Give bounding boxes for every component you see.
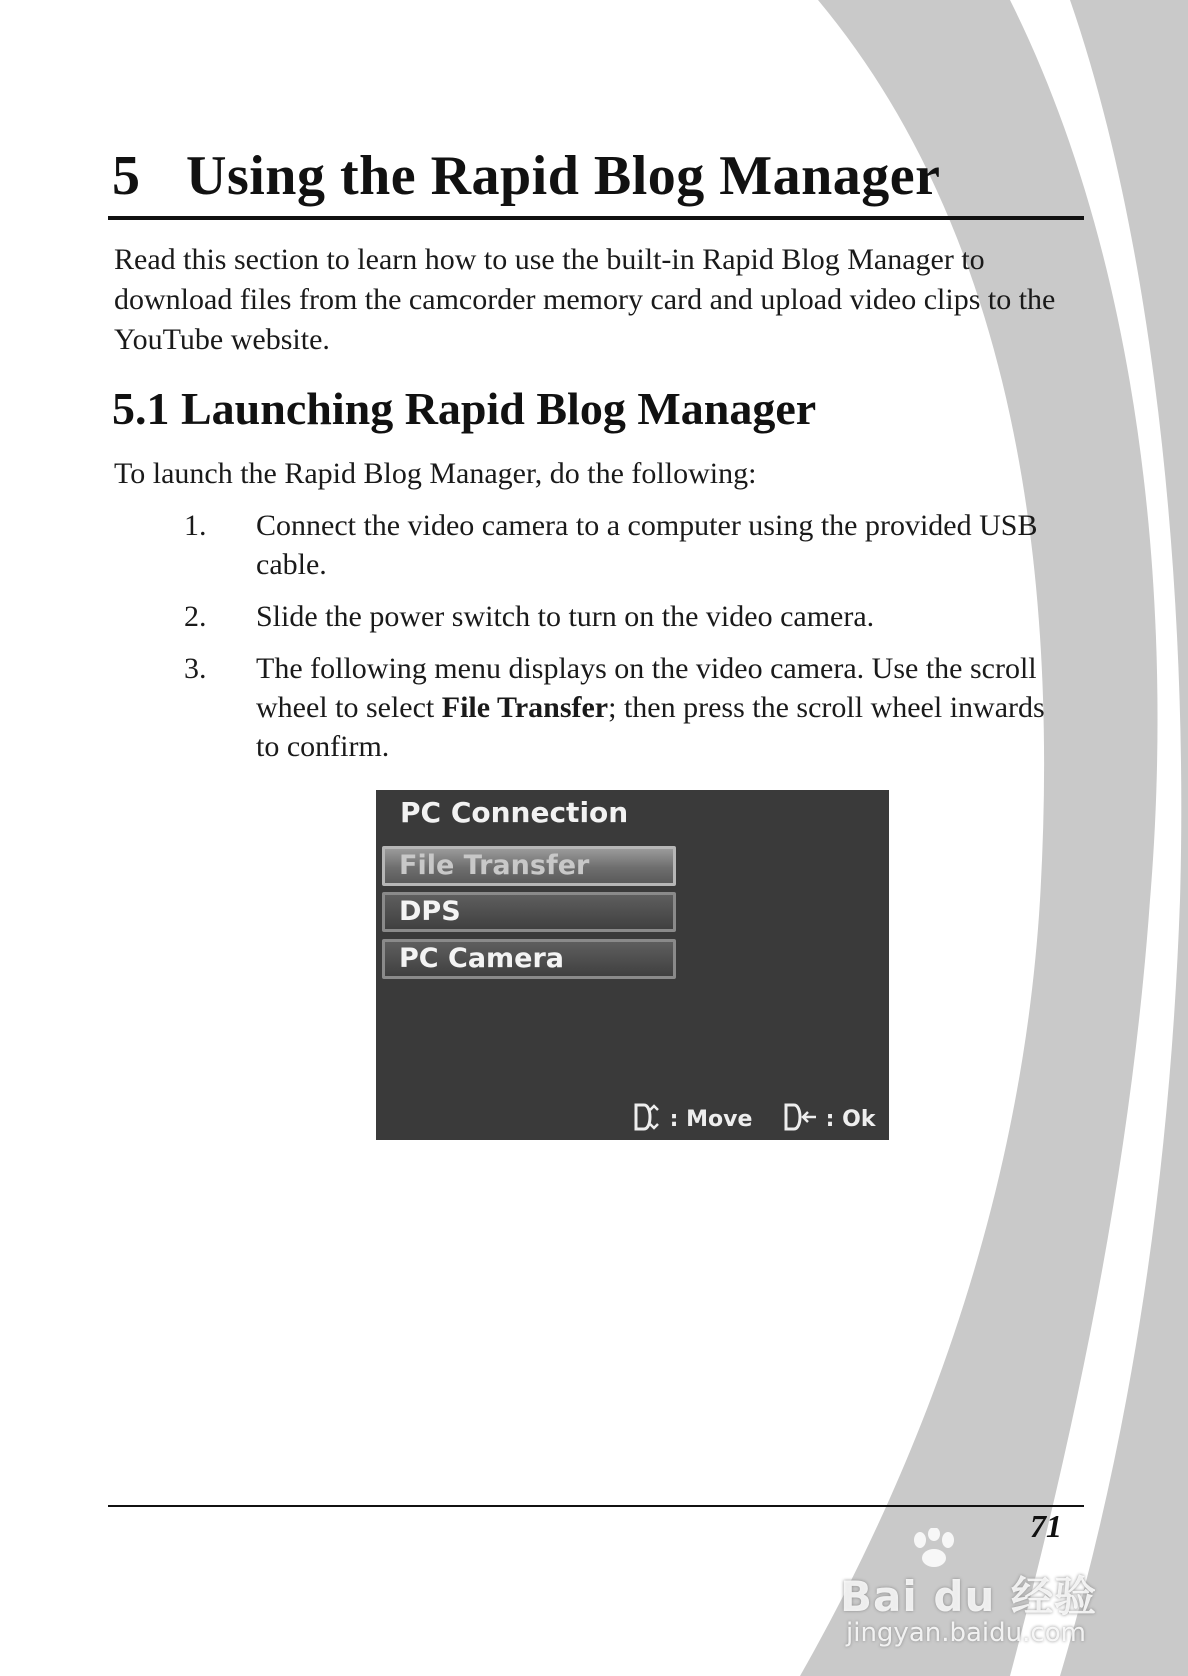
steps-list xyxy=(184,506,1064,779)
step-item xyxy=(184,649,1064,766)
title-rule xyxy=(108,216,1084,220)
step-number: 1. xyxy=(184,509,207,542)
step-text: Slide the power switch to turn on the video camera. xyxy=(256,600,875,633)
step-text xyxy=(256,652,1045,763)
step-item xyxy=(184,597,1064,636)
chapter-title-text: Using the Rapid Blog Manager xyxy=(186,145,941,207)
menu-item-dps[interactable]: DPS xyxy=(382,892,676,932)
paw-icon xyxy=(906,1528,962,1568)
hint-ok xyxy=(782,1102,875,1132)
lead-paragraph: To launch the Rapid Blog Manager, do the following: xyxy=(114,457,757,490)
section-title: 5.1 Launching Rapid Blog Manager xyxy=(112,383,817,434)
menu-item-pc-camera[interactable]: PC Camera xyxy=(382,939,676,979)
hint-move-label: : Move xyxy=(669,1107,753,1132)
step-number: 2. xyxy=(184,600,207,633)
screen-title: PC Connection xyxy=(400,796,629,829)
scroll-wheel-icon xyxy=(632,1107,670,1132)
watermark-url: jingyan.baidu.com xyxy=(846,1618,1086,1648)
scroll-press-icon xyxy=(782,1107,826,1132)
chapter-title xyxy=(112,145,941,207)
step-text: Connect the video camera to a computer using the provided USB cable. xyxy=(256,509,1038,581)
page-number: 71 xyxy=(1030,1508,1062,1544)
hint-ok-label: : Ok xyxy=(825,1107,876,1132)
step-text-after: ; then press the scroll wheel inwards to confirm. xyxy=(256,691,1045,763)
step-number: 3. xyxy=(184,652,207,685)
step-bold-term: File Transfer xyxy=(441,691,609,724)
chapter-number: 5 xyxy=(112,145,141,207)
footer-rule xyxy=(108,1505,1084,1507)
step-text-before: The following menu displays on the video camera. Use the scroll wheel to select xyxy=(256,652,1037,724)
watermark-brand: Bai du 经验 xyxy=(840,1572,1097,1621)
watermark xyxy=(840,1530,1120,1650)
menu-item-file-transfer[interactable]: File Transfer xyxy=(382,846,676,886)
step-item xyxy=(184,506,1064,584)
intro-paragraph: Read this section to learn how to use the built-in Rapid Blog Manager to download files from the camcorder memory card and upload video clips to the YouTube website. xyxy=(114,243,1056,356)
hint-move xyxy=(632,1102,752,1132)
camera-screen xyxy=(376,790,889,1140)
